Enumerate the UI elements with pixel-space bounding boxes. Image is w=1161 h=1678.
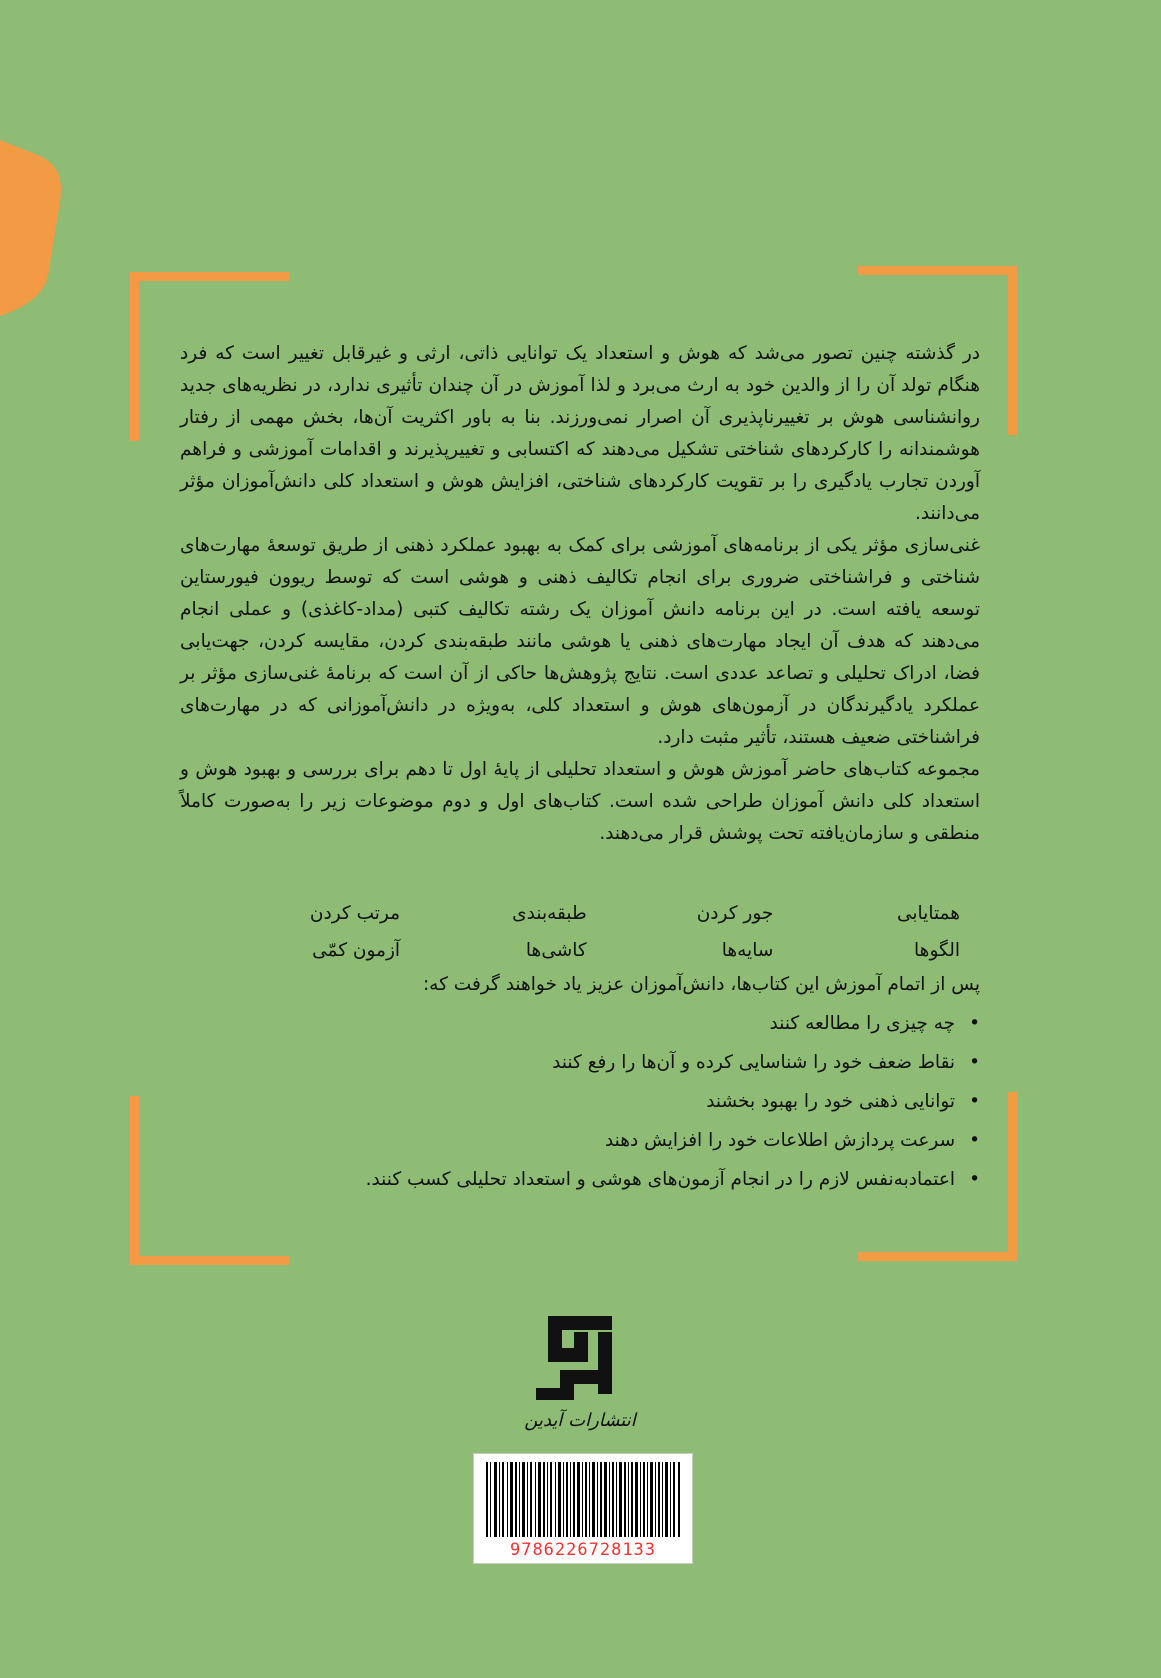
aydin-logo-icon — [530, 1310, 630, 1410]
blurb-text — [180, 338, 980, 850]
paragraph-3: مجموعه کتاب‌های حاضر آموزش هوش و استعداد تحلیلی از پایهٔ اول تا دهم برای بررسی و بهبود هوش و استعداد کلی دانش آموزان طراحی شده است. کتاب‌های اول و دوم موضوعات زیر را به‌صورت کاملاً منطقی و سازمان‌یافته تحت پوشش قرار می‌دهند. — [180, 759, 980, 844]
topic-item: آزمون کمّی — [312, 940, 401, 961]
list-item: • اعتمادبه‌نفس لازم را در انجام آزمون‌های هوشی و استعداد تحلیلی کسب کنند. — [366, 1164, 980, 1203]
topic-item: الگوها — [914, 940, 960, 961]
topic-item: طبقه‌بندی — [512, 903, 587, 924]
list-item: • چه چیزی را مطالعه کنند — [366, 1008, 980, 1047]
topic-item: جور کردن — [696, 903, 774, 924]
paragraph-1: در گذشته چنین تصور می‌شد که هوش و استعداد یک توانایی ذاتی، ارثی و غیرقابل تغییر است که فرد هنگام تولد آن را از والدین خود به ارث می‌برد و لذا آموزش در آن چندان تأثیری ندارد، در نظریه‌های جدید روانشناسی هوش بر تغییرناپذیری آن اصرار نمی‌ورزند. بنا به باور اکثریت آن‌ها، بخش مهمی از رفتار هوشمندانه را کارکردهای شناختی تشکیل می‌دهند که اکتسابی و تغییرپذیرند و اقدامات آموزشی و فراهم آوردن تجارب یادگیری را بر تقویت کارکردهای شناختی، افزایش هوش و استعداد کلی دانش‌آموزان مؤثر می‌دانند. — [180, 343, 980, 524]
list-item: • سرعت پردازش اطلاعات خود را افزایش دهند — [366, 1125, 980, 1164]
barcode — [473, 1453, 693, 1564]
list-item: • توانایی ذهنی خود را بهبود بخشند — [366, 1086, 980, 1125]
publisher-name: انتشارات آیدین — [524, 1410, 636, 1431]
barcode-bars — [484, 1462, 682, 1537]
outcomes-list — [366, 1008, 980, 1203]
topic-item: مرتب کردن — [309, 903, 401, 924]
paragraph-2: غنی‌سازی مؤثر یکی از برنامه‌های آموزشی برای کمک به بهبود عملکرد ذهنی از طریق توسعهٔ مهارت‌های شناختی و فراشناختی ضروری برای انجام تکالیف ذهنی و هوشی است که توسط ریوون فیورستاین توسعه یافته است. در این برنامه دانش آموزان یک رشته تکالیف کتبی (مداد-کاغذی) و عملی انجام می‌دهند که هدف آن ایجاد مهارت‌های ذهنی یا هوشی مانند طبقه‌بندی کردن، مقایسه کردن، جهت‌یابی فضا، ادراک تحلیلی و تصاعد عددی است. نتایج پژوهش‌ها حاکی از آن است که برنامهٔ غنی‌سازی مؤثر بر عملکرد یادگیرندگان در آزمون‌های هوش و استعداد کلی، به‌ویژه در دانش‌آموزانی که در مهارت‌های فراشناختی ضعیف هستند، تأثیر مثبت دارد. — [180, 535, 980, 748]
topics-list — [240, 903, 960, 977]
outcomes-intro: پس از اتمام آموزش این کتاب‌ها، دانش‌آموزان عزیز یاد خواهند گرفت که: — [422, 974, 980, 995]
orange-side-tab — [0, 140, 70, 320]
frame-corner-bottom-left — [130, 1096, 289, 1265]
topic-row — [240, 940, 960, 977]
topic-row — [240, 903, 960, 940]
topic-item: سایه‌ها — [721, 940, 774, 961]
isbn-number: 9786226728133 — [509, 1540, 657, 1560]
topic-item: همتایابی — [896, 903, 960, 924]
topic-item: کاشی‌ها — [525, 940, 587, 961]
list-item: • نقاط ضعف خود را شناسایی کرده و آن‌ها را رفع کنند — [366, 1047, 980, 1086]
